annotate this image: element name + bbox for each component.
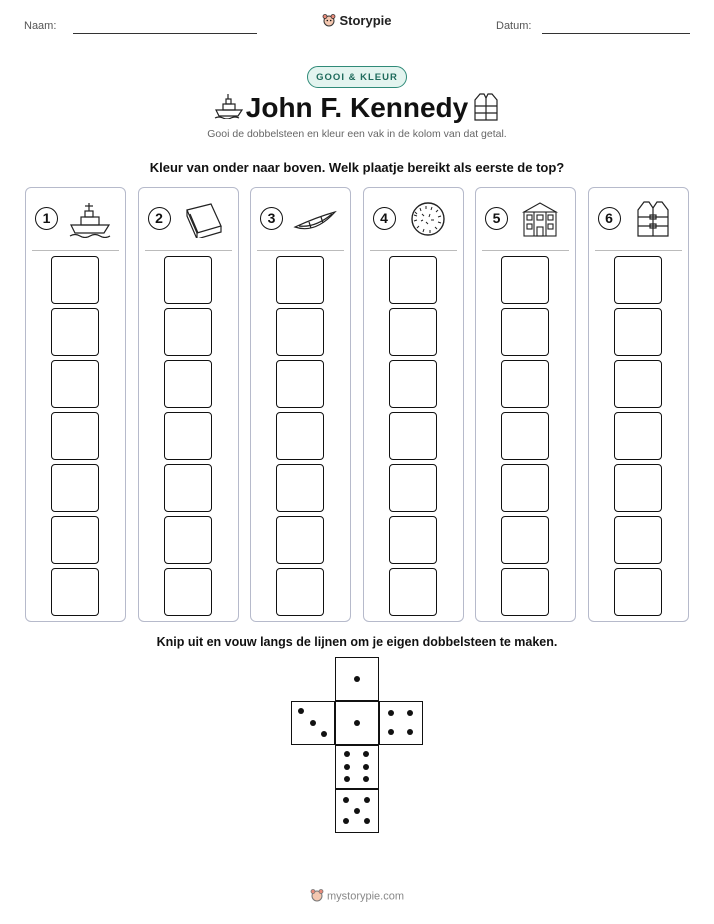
storypie-bear-icon xyxy=(310,888,324,905)
column-2 xyxy=(138,187,239,622)
color-box[interactable] xyxy=(164,464,212,512)
color-box[interactable] xyxy=(51,464,99,512)
column-1 xyxy=(25,187,126,622)
color-box[interactable] xyxy=(501,308,549,356)
color-box[interactable] xyxy=(276,308,324,356)
column-number: 3 xyxy=(260,207,283,230)
column-divider xyxy=(257,250,344,251)
die-pip xyxy=(310,720,316,726)
color-box[interactable] xyxy=(501,568,549,616)
date-line[interactable] xyxy=(542,33,690,34)
column-number: 2 xyxy=(148,207,171,230)
color-box[interactable] xyxy=(389,568,437,616)
color-box[interactable] xyxy=(276,568,324,616)
column-number: 1 xyxy=(35,207,58,230)
boat-icon xyxy=(68,200,112,238)
color-box[interactable] xyxy=(51,568,99,616)
color-box[interactable] xyxy=(51,516,99,564)
color-box[interactable] xyxy=(501,412,549,460)
color-box[interactable] xyxy=(389,412,437,460)
color-box[interactable] xyxy=(614,464,662,512)
color-box[interactable] xyxy=(389,308,437,356)
color-box[interactable] xyxy=(51,412,99,460)
die-face-6 xyxy=(335,745,379,789)
die-pip xyxy=(388,710,394,716)
column-6 xyxy=(588,187,689,622)
book-icon xyxy=(181,200,225,238)
color-box[interactable] xyxy=(501,360,549,408)
die-pip xyxy=(343,818,349,824)
die-face-1 xyxy=(335,657,379,701)
die-pip xyxy=(363,751,369,757)
ball-icon xyxy=(406,200,450,238)
color-box[interactable] xyxy=(51,308,99,356)
die-pip xyxy=(363,764,369,770)
color-box[interactable] xyxy=(276,360,324,408)
die-pip xyxy=(344,776,350,782)
color-box[interactable] xyxy=(501,464,549,512)
column-divider xyxy=(482,250,569,251)
color-box[interactable] xyxy=(501,256,549,304)
column-number: 6 xyxy=(598,207,621,230)
column-divider xyxy=(370,250,457,251)
die-pip xyxy=(298,708,304,714)
color-box[interactable] xyxy=(164,568,212,616)
color-box[interactable] xyxy=(614,360,662,408)
color-box[interactable] xyxy=(389,360,437,408)
color-box[interactable] xyxy=(614,256,662,304)
die-pip xyxy=(354,720,360,726)
life-vest-icon xyxy=(472,92,500,127)
die-face-4 xyxy=(379,701,423,745)
die-pip xyxy=(344,751,350,757)
column-4 xyxy=(363,187,464,622)
column-3 xyxy=(250,187,351,622)
die-face-3 xyxy=(291,701,335,745)
die-pip xyxy=(343,797,349,803)
footer xyxy=(0,888,714,905)
house-icon xyxy=(518,200,562,238)
instructions: Gooi de dobbelsteen en kleur een vak in de kolom van dat getal. xyxy=(207,128,507,140)
footer-url[interactable]: mystorypie.com xyxy=(326,890,405,903)
storypie-bear-icon xyxy=(322,13,336,30)
cut-instruction: Knip uit en vouw langs de lijnen om je eigen dobbelsteen te maken. xyxy=(156,635,558,649)
die-pip xyxy=(344,764,350,770)
color-box[interactable] xyxy=(51,360,99,408)
name-label: Naam: xyxy=(24,20,57,32)
die-pip xyxy=(364,818,370,824)
color-box[interactable] xyxy=(389,464,437,512)
color-box[interactable] xyxy=(164,412,212,460)
color-box[interactable] xyxy=(389,256,437,304)
color-box[interactable] xyxy=(276,464,324,512)
question: Kleur van onder naar boven. Welk plaatje bereikt als eerste de top? xyxy=(149,160,565,175)
color-box[interactable] xyxy=(164,256,212,304)
date-label: Datum: xyxy=(496,20,532,32)
die-pip xyxy=(321,731,327,737)
die-pip xyxy=(364,797,370,803)
color-box[interactable] xyxy=(501,516,549,564)
column-divider xyxy=(32,250,119,251)
column-divider xyxy=(145,250,232,251)
column-number: 4 xyxy=(373,207,396,230)
color-box[interactable] xyxy=(276,516,324,564)
name-line[interactable] xyxy=(73,33,257,34)
color-box[interactable] xyxy=(164,308,212,356)
activity-badge: GOOI & KLEUR xyxy=(307,66,407,88)
column-number: 5 xyxy=(485,207,508,230)
color-box[interactable] xyxy=(389,516,437,564)
canoe-icon xyxy=(293,200,337,238)
die-pip xyxy=(354,808,360,814)
brand-logo xyxy=(0,13,714,30)
color-box[interactable] xyxy=(614,568,662,616)
column-5 xyxy=(475,187,576,622)
die-pip xyxy=(363,776,369,782)
brand-name: Storypie xyxy=(339,13,392,28)
color-box[interactable] xyxy=(276,412,324,460)
color-box[interactable] xyxy=(614,308,662,356)
die-pip xyxy=(354,676,360,682)
die-face-5 xyxy=(335,789,379,833)
die-pip xyxy=(407,729,413,735)
color-box[interactable] xyxy=(614,516,662,564)
color-box[interactable] xyxy=(51,256,99,304)
color-box[interactable] xyxy=(614,412,662,460)
page-title: John F. Kennedy xyxy=(245,92,469,123)
life-vest-icon xyxy=(631,200,675,238)
die-face-1 xyxy=(335,701,379,745)
color-box[interactable] xyxy=(164,360,212,408)
die-pip xyxy=(407,710,413,716)
color-box[interactable] xyxy=(164,516,212,564)
column-divider xyxy=(595,250,682,251)
die-pip xyxy=(388,729,394,735)
color-box[interactable] xyxy=(276,256,324,304)
